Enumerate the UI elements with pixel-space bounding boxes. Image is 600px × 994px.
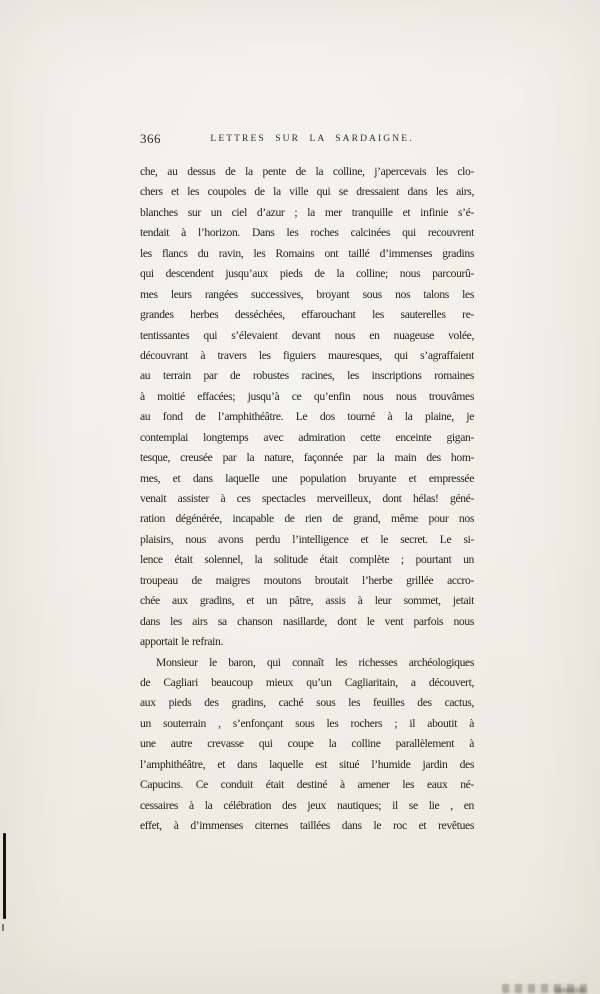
text-line: contemplai longtemps avec admiration cette enceinte gigan- (140, 430, 474, 444)
page-number: 366 (140, 131, 161, 146)
text-block (140, 162, 474, 836)
text-line: Capucins. Ce conduit était destiné à amener les eaux né- (140, 778, 474, 792)
text-line: troupeau de maigres moutons broutait l’herbe grillée accro- (140, 573, 474, 587)
text-line: à moitié effacées; jusqu’à ce qu’enfin nous nous trouvâmes (140, 389, 474, 403)
text-line: tentissantes qui s’élevaient devant nous en nuageuse volée, (140, 328, 474, 342)
text-line: tendait à l’horizon. Dans les roches calcinées qui recouvrent (140, 226, 474, 240)
text-line: de Cagliari beaucoup mieux qu’un Cagliaritain, a découvert, (140, 675, 474, 689)
text-line: cessaires à la célébration des jeux nautiques; il se lie , en (140, 798, 474, 812)
text-line: tesque, creusée par la nature, façonnée par la main des hom- (140, 451, 474, 465)
text-line: chers et les coupoles de la ville qui se dressaient dans les airs, (140, 185, 474, 199)
text-line: ration dégénérée, incapable de rien de grand, même pour nos (140, 512, 474, 526)
text-line: plaisirs, nous avons perdu l’intelligence et le secret. Le si- (140, 532, 474, 546)
scan-artifact-bottom-right-mark (555, 988, 585, 993)
page-header (140, 131, 470, 149)
text-line: une autre crevasse qui coupe la colline parallèlement à (140, 737, 474, 751)
text-line: lence était solennel, la solitude était complète ; pourtant un (140, 553, 474, 567)
text-line: grandes herbes desséchées, effarouchant les sauterelles re- (140, 308, 474, 322)
text-line: aux pieds des gradins, caché sous les feuilles des cactus, (140, 696, 474, 710)
text-line: mes, et dans laquelle une population bruyante et empressée (140, 471, 474, 485)
text-line: venait assister à ces spectacles merveilleux, dont hélas! géné- (140, 492, 474, 505)
text-line: au fond de l’amphithéâtre. Le dos tourné à la plaine, je (140, 410, 474, 424)
text-line: dans les airs sa chanson nasillarde, dont le vent parfois nous (140, 614, 474, 628)
scan-artifact-left-speck (2, 924, 4, 931)
text-line: découvrant à travers les figuiers mauresques, qui s’agraffaient (140, 348, 474, 362)
text-line: l’amphithéâtre, et dans laquelle est situé l’humide jardin des (140, 757, 474, 771)
text-line: les flancs du ravin, les Romains ont taillé d’immenses gradins (140, 246, 474, 260)
text-line: blanches sur un ciel d’azur ; la mer tranquille et infinie s’é- (140, 205, 474, 219)
text-line: effet, à d’immenses citernes taillées dans le roc et revêtues (140, 819, 474, 832)
text-line: au terrain par de robustes racines, les inscriptions romaines (140, 369, 474, 383)
text-line: chée aux gradins, et un pâtre, assis à leur sommet, jetait (140, 594, 474, 608)
running-title: LETTRES SUR LA SARDAIGNE. (210, 134, 414, 144)
text-line: apportait le refrain. (140, 635, 224, 649)
text-line: che, au dessus de la pente de la colline, j’apercevais les clo- (140, 165, 474, 178)
text-line: qui descendent jusqu’aux pieds de la colline; nous parcourû- (140, 267, 474, 281)
text-line: un souterrain , s’enfonçant sous les rochers ; il aboutit à (140, 716, 474, 730)
text-line: Monsieur le baron, qui connaît les richesses archéologiques (156, 655, 474, 669)
text-line: mes leurs rangées successives, broyant sous nos talons les (140, 287, 474, 301)
scan-artifact-left-margin-line (3, 833, 6, 919)
